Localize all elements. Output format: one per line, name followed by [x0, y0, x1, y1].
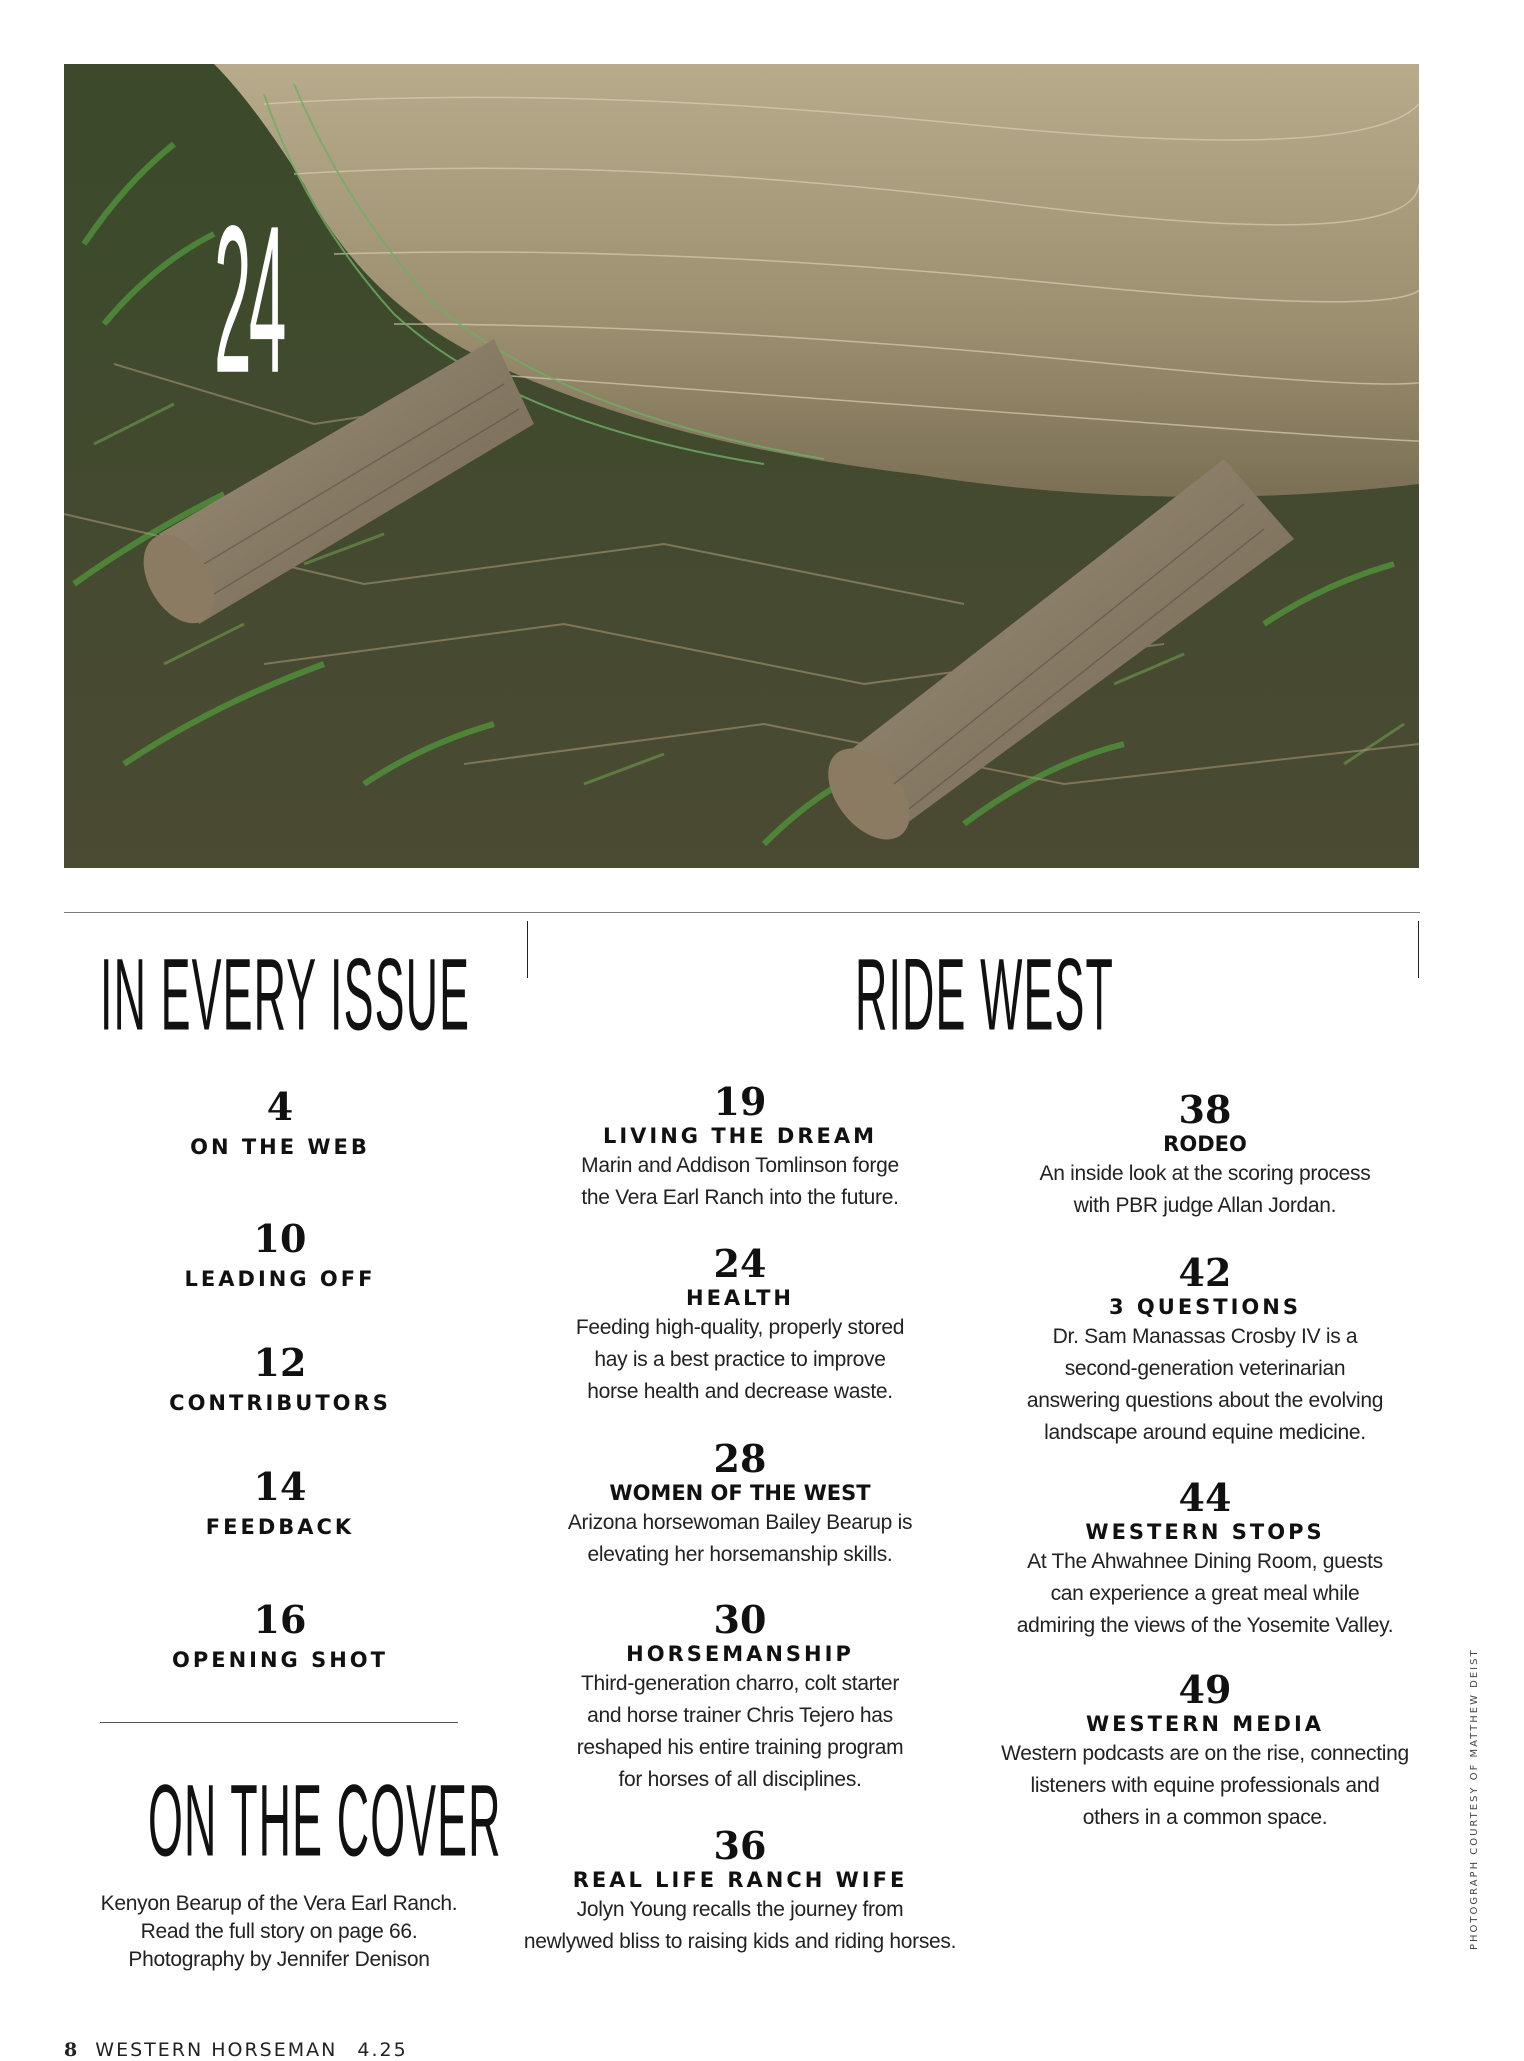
- footer-magazine-name: WESTERN HORSEMAN: [95, 2039, 338, 2061]
- column-divider-right: [1418, 921, 1419, 978]
- section-label: HEALTH: [686, 1286, 794, 1310]
- list-item[interactable]: [130, 1464, 430, 1541]
- section-label: HORSEMANSHIP: [626, 1642, 854, 1666]
- page-number: 16: [253, 1597, 307, 1642]
- cover-line: Read the full story on page 66.: [140, 1920, 418, 1943]
- description-line: landscape around equine medicine.: [1044, 1421, 1366, 1444]
- description-line: reshaped his entire training program: [576, 1736, 904, 1759]
- page-footer: [64, 2039, 408, 2061]
- description-line: Feeding high-quality, properly stored: [575, 1316, 905, 1339]
- section-label: REAL LIFE RANCH WIFE: [572, 1868, 908, 1892]
- description-line: Arizona horsewoman Bailey Bearup is: [567, 1511, 913, 1534]
- ride-west-heading: RIDE WEST: [855, 937, 1114, 1052]
- page-number: 30: [713, 1597, 767, 1642]
- description-line: An inside look at the scoring process: [1039, 1162, 1371, 1185]
- list-item[interactable]: [990, 1250, 1420, 1449]
- page-number: 10: [253, 1216, 307, 1261]
- page-number: 49: [1178, 1667, 1232, 1712]
- description-line: Western podcasts are on the rise, connecting: [1001, 1742, 1409, 1765]
- section-label: 3 QUESTIONS: [1109, 1295, 1301, 1319]
- on-the-cover-heading: ON THE COVER: [148, 1763, 502, 1878]
- description-line: Dr. Sam Manassas Crosby IV is a: [1052, 1325, 1358, 1348]
- page-number: 4: [266, 1084, 294, 1129]
- list-item[interactable]: [990, 1667, 1420, 1834]
- description-line: Marin and Addison Tomlinson forge: [581, 1154, 899, 1177]
- left-divider: [100, 1722, 458, 1723]
- description-line: newlywed bliss to raising kids and riding horses.: [523, 1930, 957, 1953]
- description-line: for horses of all disciplines.: [618, 1768, 862, 1791]
- section-label: OPENING SHOT: [172, 1648, 388, 1672]
- list-item[interactable]: [130, 1084, 430, 1161]
- description-line: hay is a best practice to improve: [594, 1348, 886, 1371]
- description-line: the Vera Earl Ranch into the future.: [581, 1186, 899, 1209]
- page-number: 24: [713, 1241, 767, 1286]
- description-line: second-generation veterinarian: [1064, 1357, 1346, 1380]
- feature-page-number: 24: [214, 181, 284, 417]
- page-number: 38: [1178, 1087, 1232, 1132]
- section-label: WOMEN OF THE WEST: [609, 1481, 871, 1505]
- cover-line: Kenyon Bearup of the Vera Earl Ranch.: [100, 1892, 458, 1915]
- description-line: horse health and decrease waste.: [587, 1380, 893, 1403]
- description-line: admiring the views of the Yosemite Valley.: [1016, 1614, 1394, 1637]
- list-item[interactable]: [990, 1087, 1420, 1222]
- page-number: 36: [713, 1823, 767, 1868]
- section-label: FEEDBACK: [205, 1515, 355, 1539]
- description-line: with PBR judge Allan Jordan.: [1073, 1194, 1337, 1217]
- list-item[interactable]: [510, 1597, 970, 1796]
- photo-credit: PHOTOGRAPH COURTESY OF MATTHEW DEIST: [1469, 1648, 1480, 1950]
- list-item[interactable]: [510, 1079, 970, 1214]
- section-label: CONTRIBUTORS: [169, 1391, 391, 1415]
- description-line: can experience a great meal while: [1050, 1582, 1360, 1605]
- list-item[interactable]: [990, 1475, 1420, 1642]
- description-line: answering questions about the evolving: [1026, 1389, 1384, 1412]
- top-divider: [64, 912, 1420, 913]
- page-number: 14: [253, 1464, 307, 1509]
- page-number: 12: [253, 1340, 307, 1385]
- description-line: others in a common space.: [1082, 1806, 1328, 1829]
- footer-page-number: 8: [64, 2039, 78, 2061]
- description-line: Third-generation charro, colt starter: [580, 1672, 900, 1695]
- section-label: LEADING OFF: [184, 1267, 376, 1291]
- description-line: elevating her horsemanship skills.: [587, 1543, 893, 1566]
- section-label: LIVING THE DREAM: [602, 1124, 878, 1148]
- page-number: 44: [1178, 1475, 1232, 1520]
- in-every-issue-heading: IN EVERY ISSUE: [100, 937, 471, 1052]
- cover-line: Photography by Jennifer Denison: [128, 1948, 430, 1971]
- section-label: RODEO: [1163, 1132, 1247, 1156]
- page-number: 28: [713, 1436, 767, 1481]
- list-item[interactable]: [130, 1340, 430, 1417]
- description-line: listeners with equine professionals and: [1030, 1774, 1380, 1797]
- footer-issue: 4.25: [357, 2039, 408, 2061]
- section-label: WESTERN MEDIA: [1085, 1712, 1325, 1736]
- list-item[interactable]: [500, 1823, 980, 1958]
- list-item[interactable]: [130, 1216, 430, 1293]
- hero-photo: [64, 64, 1419, 868]
- page-number: 42: [1178, 1250, 1232, 1295]
- section-label: WESTERN STOPS: [1085, 1520, 1325, 1544]
- page-number: 19: [713, 1079, 767, 1124]
- section-label: ON THE WEB: [190, 1135, 370, 1159]
- list-item[interactable]: [510, 1241, 970, 1408]
- list-item[interactable]: [510, 1436, 970, 1571]
- description-line: Jolyn Young recalls the journey from: [576, 1898, 904, 1921]
- description-line: and horse trainer Chris Tejero has: [587, 1704, 893, 1727]
- description-line: At The Ahwahnee Dining Room, guests: [1027, 1550, 1383, 1573]
- cover-description: [98, 1890, 460, 1974]
- list-item[interactable]: [130, 1597, 430, 1674]
- column-divider-left: [527, 921, 528, 978]
